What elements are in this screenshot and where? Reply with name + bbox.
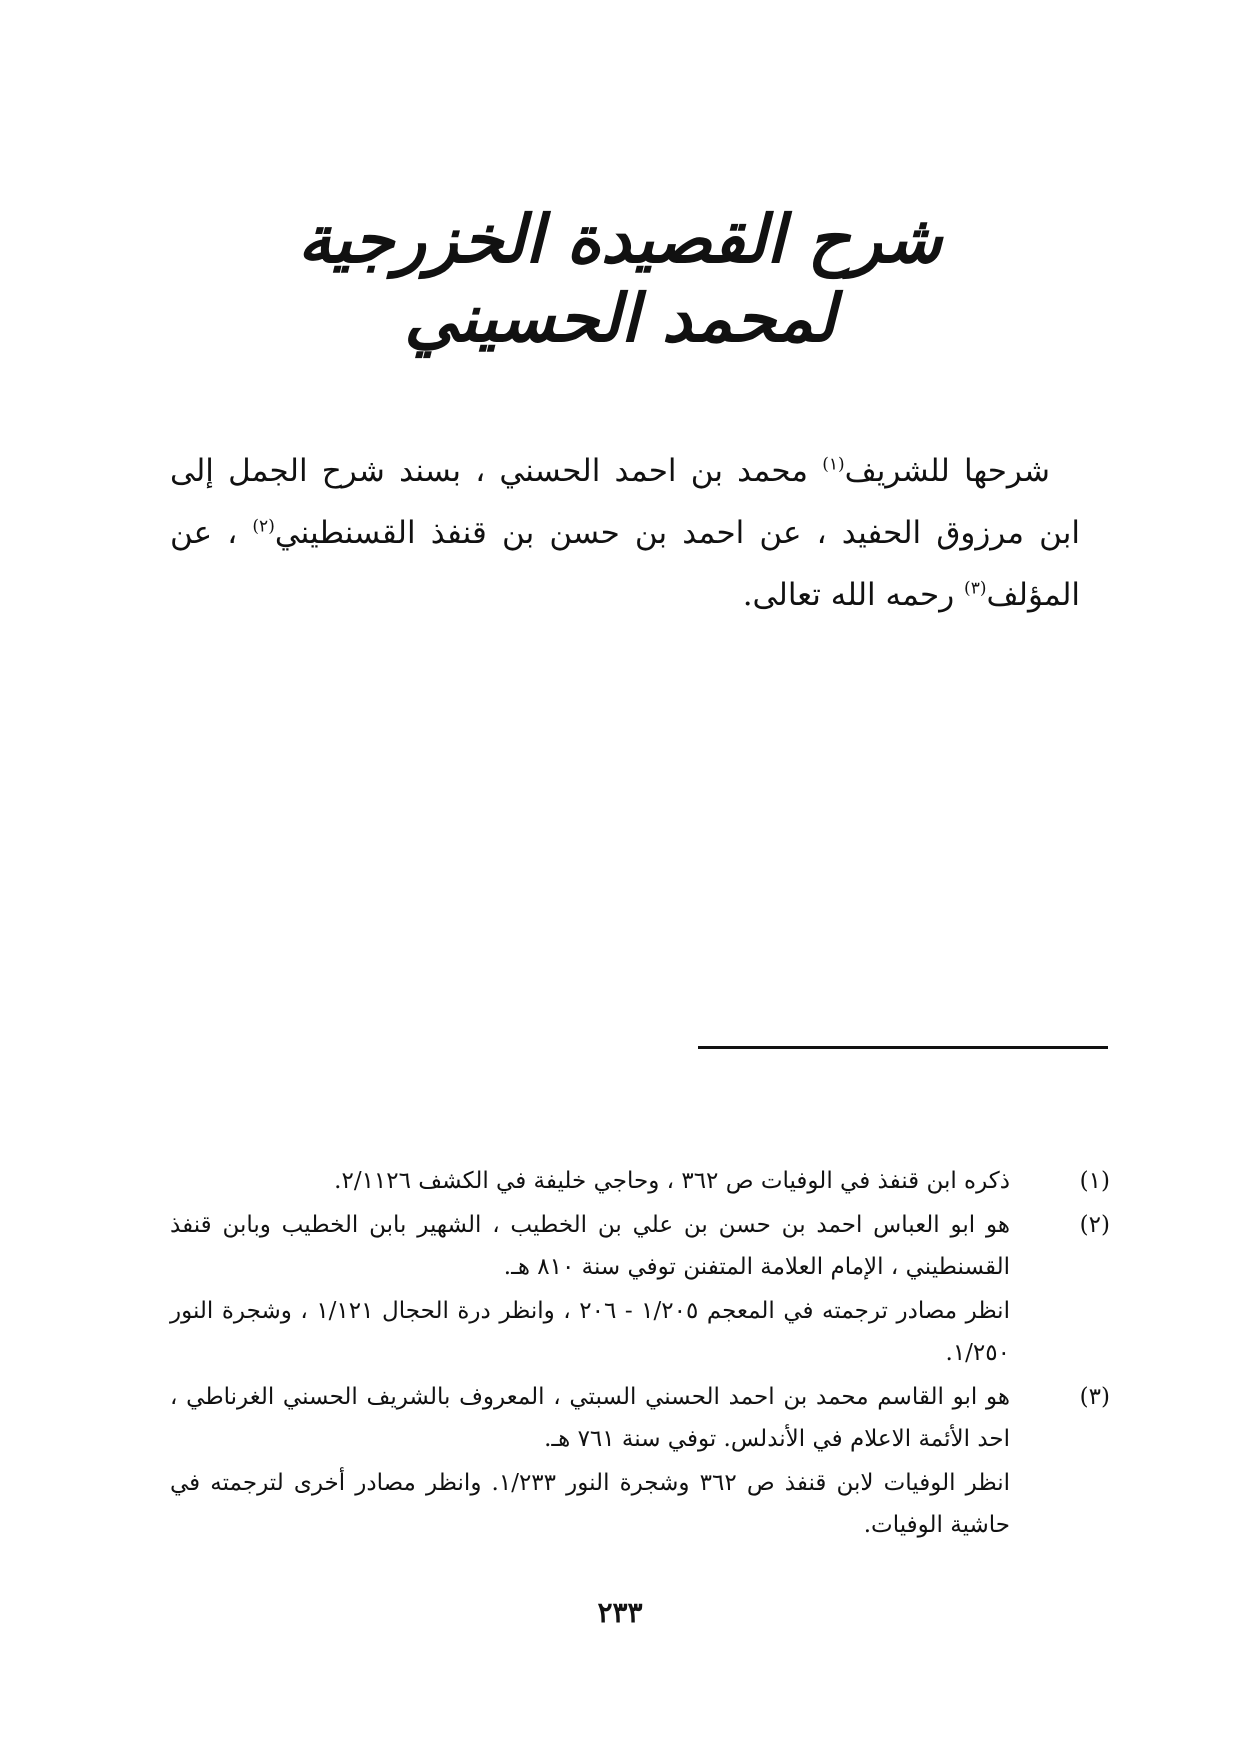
page-title: شرح القصيدة الخزرجية لمحمد الحسيني bbox=[298, 200, 942, 358]
paragraph-text bbox=[170, 440, 1080, 626]
footnote-ref-3[interactable]: (٣) bbox=[964, 578, 987, 599]
footnote-paragraph: ذكره ابن قنفذ في الوفيات ص ٣٦٢ ، وحاجي خليفة في الكشف ٢/١١٢٦. bbox=[334, 1168, 1010, 1194]
footnote-paragraph: انظر مصادر ترجمته في المعجم ١/٢٠٥ - ٢٠٦ ، وانظر درة الحجال ١/١٢١ ، وشجرة النور ١/٢٥٠. bbox=[170, 1298, 1010, 1366]
page-number: ٢٣٣ bbox=[597, 1596, 643, 1629]
footnote-paragraph: هو ابو العباس احمد بن حسن بن علي بن الخطيب ، الشهير بابن الخطيب وبابن قنفذ القسنطيني ، الإمام العلامة المتفنن توفي سنة ٨١٠ هـ. bbox=[170, 1212, 1010, 1280]
footnotes bbox=[170, 1160, 1110, 1548]
footnote-ref-1[interactable]: (١) bbox=[822, 454, 845, 475]
footnote-body bbox=[170, 1160, 1038, 1204]
footnote-paragraph: انظر الوفيات لابن قنفذ ص ٣٦٢ وشجرة النور ١/٢٣٣. وانظر مصادر أخرى لترجمته في حاشية الوفيات. bbox=[170, 1470, 1010, 1538]
footnote-body bbox=[170, 1376, 1038, 1548]
footnote-paragraph: هو ابو القاسم محمد بن احمد الحسني السبتي ، المعروف بالشريف الحسني الغرناطي ، احد الأئمة الاعلام في الأندلس. توفي سنة ٧٦١ هـ. bbox=[170, 1384, 1010, 1452]
footnote-3 bbox=[170, 1376, 1110, 1548]
text-segment: ، عن المؤلف bbox=[170, 515, 1080, 613]
footnote-ref-2[interactable]: (٢) bbox=[252, 516, 275, 537]
footnote-body bbox=[170, 1204, 1038, 1376]
text-segment: محمد بن احمد الحسني ، بسند شرح الجمل إلى ابن مرزوق الحفيد ، عن احمد بن حسن بن قنفذ القسنطيني bbox=[170, 453, 1081, 551]
main-paragraph bbox=[170, 440, 1080, 626]
footnote-1 bbox=[170, 1160, 1110, 1204]
footnote-number: (١) bbox=[1079, 1168, 1110, 1194]
footnote-number: (٣) bbox=[1079, 1384, 1110, 1410]
text-segment: شرحها للشريف bbox=[844, 453, 1050, 489]
footnote-number: (٢) bbox=[1079, 1212, 1110, 1238]
footnote-2 bbox=[170, 1204, 1110, 1376]
text-segment: رحمه الله تعالى. bbox=[742, 577, 965, 613]
footnote-separator bbox=[698, 1046, 1108, 1049]
